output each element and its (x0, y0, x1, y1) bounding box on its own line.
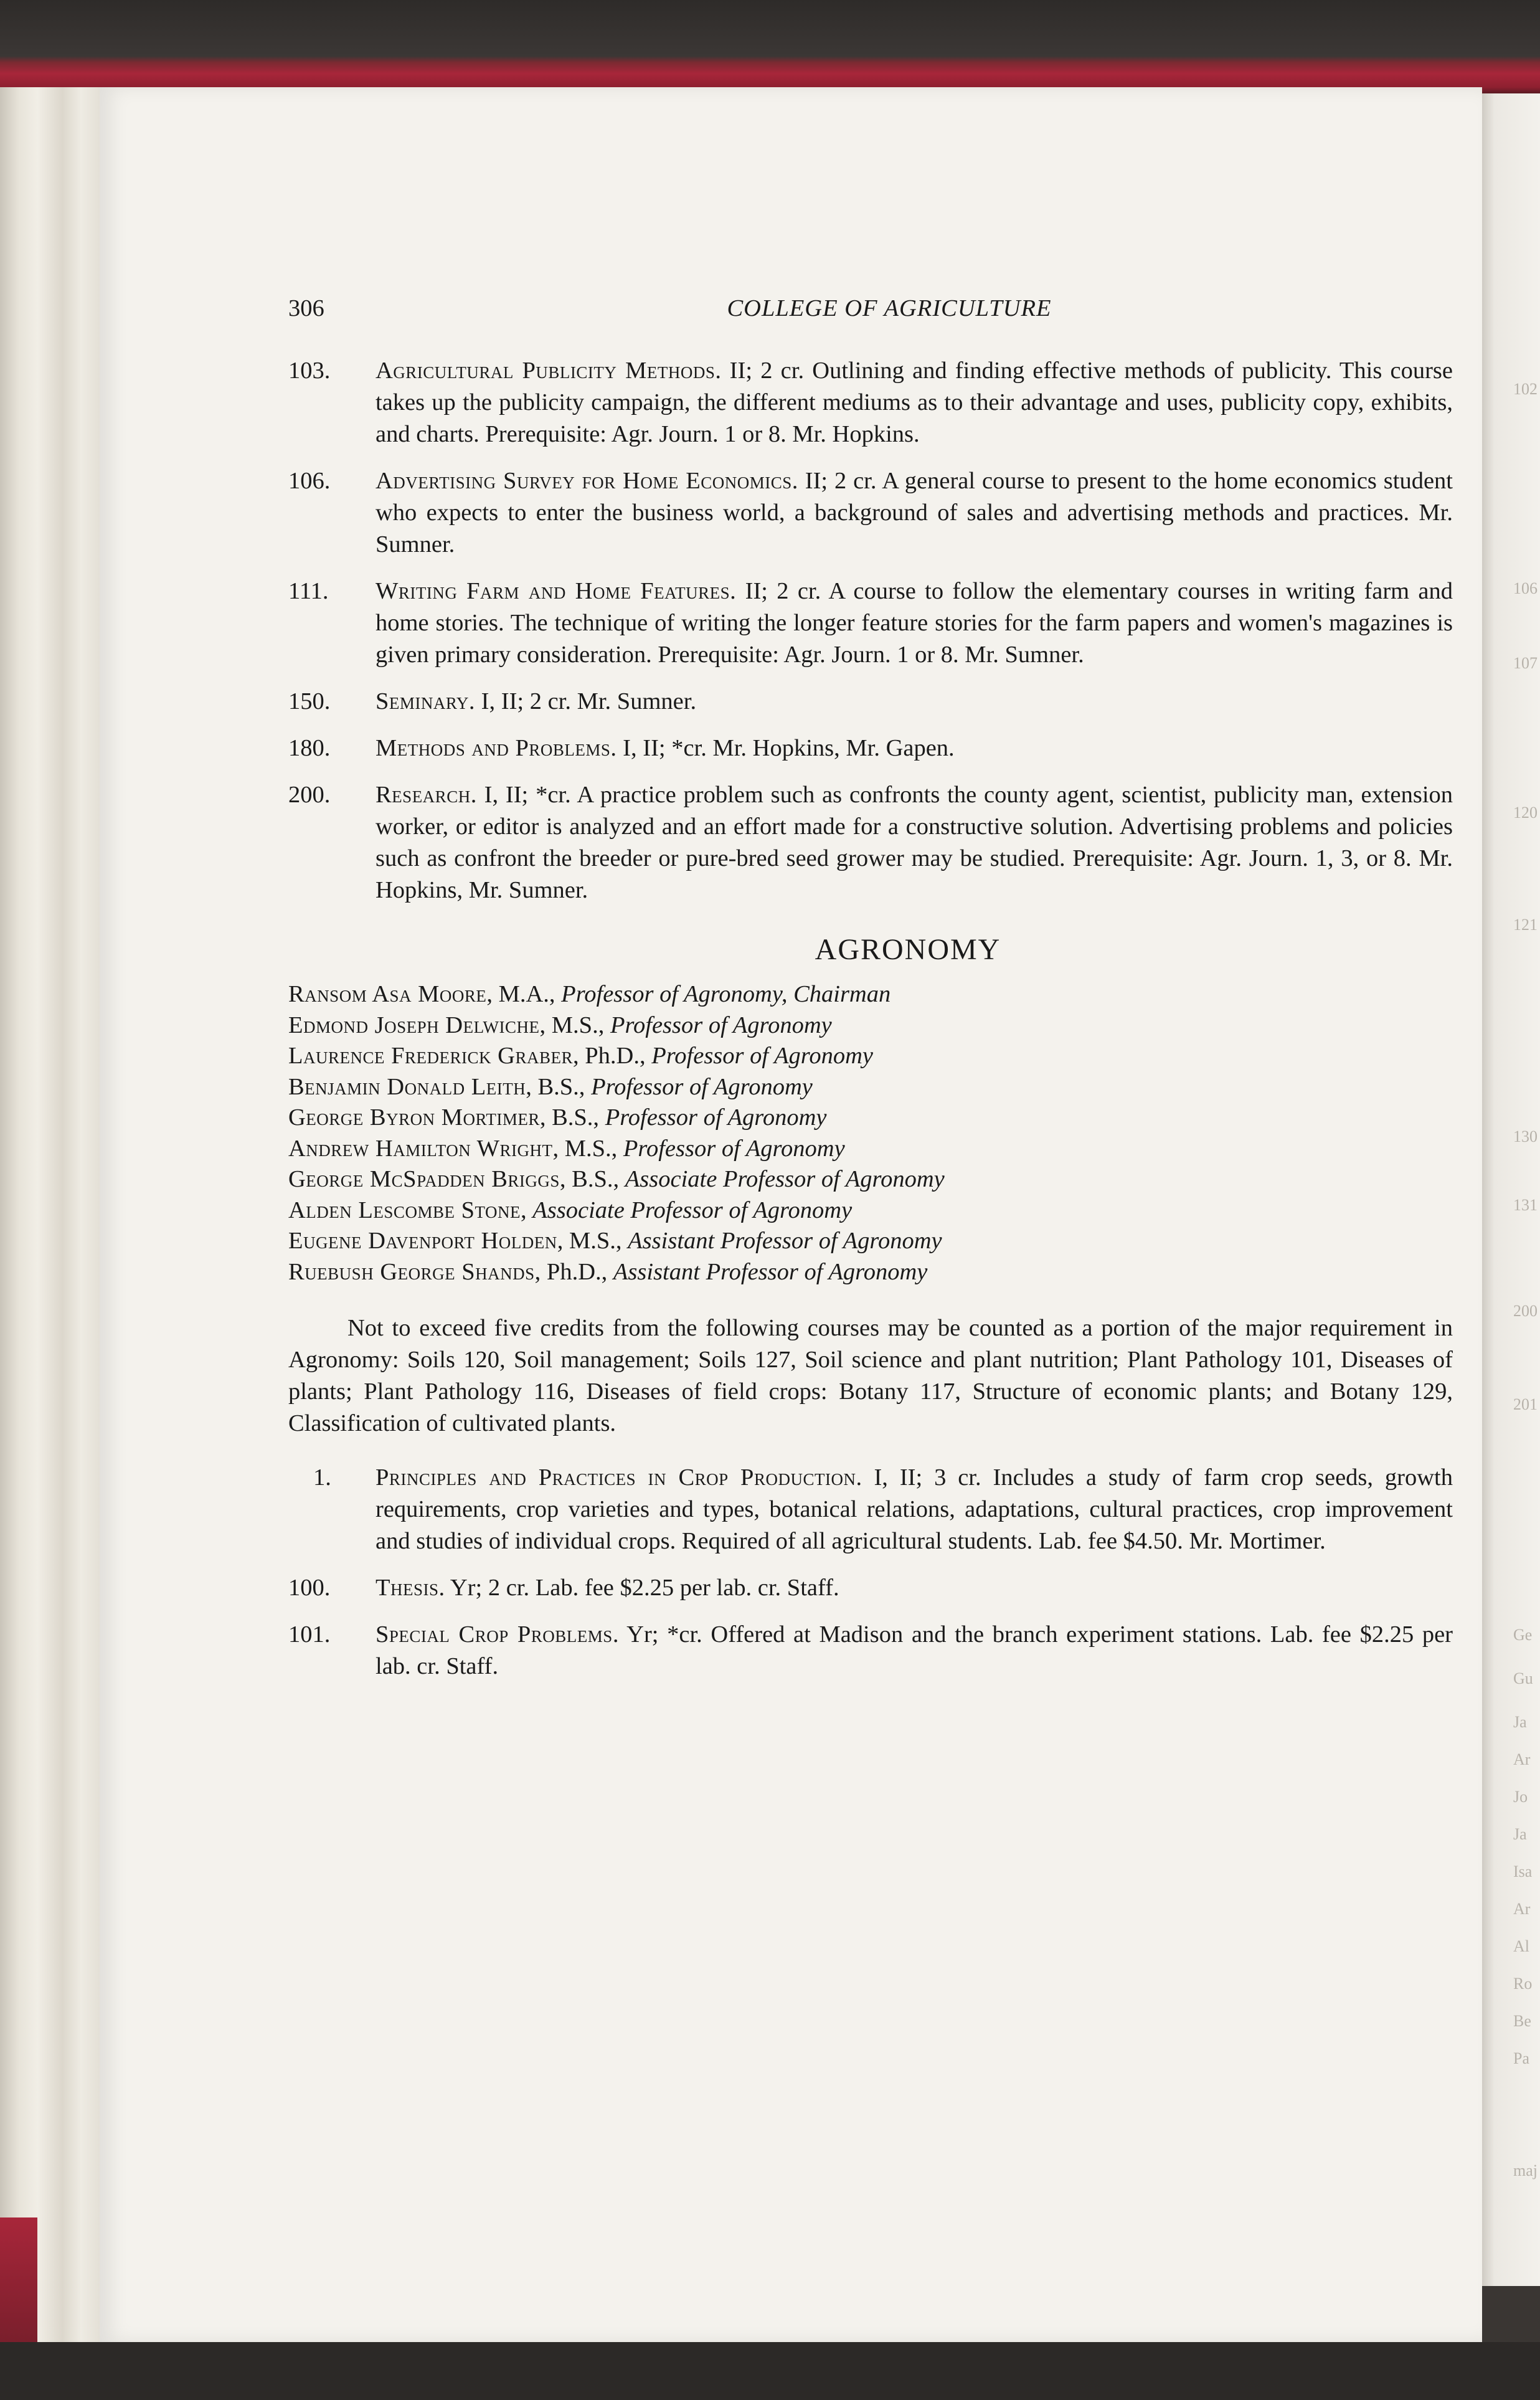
course-number: 111. (288, 578, 329, 604)
next-page-fragment: 200 (1513, 1302, 1538, 1320)
course-description: I, II; *cr. Mr. Hopkins, Mr. Gapen. (623, 735, 955, 761)
faculty-title: Associate Professor of Agronomy (625, 1166, 945, 1192)
section-title: AGRONOMY (815, 933, 1001, 966)
faculty-degree: , B.S., (526, 1073, 592, 1100)
course-title: Principles and Practices in Crop Production. (376, 1464, 862, 1491)
course-description: I, II; *cr. A practice problem such as confronts the county agent, scientist, publicity man, extension worker, or editor is analyzed and an effort made for a constructive solution. Advertising problems and policies such as confront the breeder or pure-bred seed grower may be studied. Prerequisite: Agr. Journ. 1, 3, or 8. Mr. Hopkins, Mr. Sumner. (376, 782, 1453, 903)
course-number: 101. (288, 1621, 331, 1648)
faculty-degree: , M.A., (486, 981, 562, 1007)
course-entry (288, 733, 1453, 764)
faculty-title: Assistant Professor of Agronomy (628, 1228, 942, 1254)
running-head: COLLEGE OF AGRICULTURE (727, 295, 1052, 321)
courses-journalism (288, 355, 1453, 906)
faculty-name: Eugene Davenport Holden (288, 1228, 557, 1254)
course-description: II; 2 cr. Outlining and finding effective methods of publicity. This course takes up the publicity campaign, the different mediums as to their advantage and uses, publicity copy, exhibits, and charts. Prerequisite: Agr. Journ. 1 or 8. Mr. Hopkins. (376, 358, 1453, 447)
major-requirement-paragraph: Not to exceed five credits from the following courses may be counted as a portion of the major requirement in Agronomy: Soils 120, Soil management; Soils 127, Soil science and plant nutrition; Plant Pathology 101, Diseases of plants; Plant Pathology 116, Diseases of field crops: Botany 117, Structure of economic plants; and Botany 129, Classification of cultivated plants. (288, 1315, 1453, 1436)
course-description: I, II; 2 cr. Mr. Sumner. (481, 688, 697, 714)
course-description: II; 2 cr. A course to follow the elementary courses in writing farm and home stories. The technique of writing the longer feature stories for the farm papers and women's magazines is given primary consideration. Prerequisite: Agr. Journ. 1 or 8. Mr. Sumner. (376, 578, 1453, 668)
page-number: 306 (288, 295, 324, 321)
course-title: Thesis. (376, 1575, 445, 1601)
faculty-member (288, 979, 1453, 1010)
faculty-degree: , B.S., (559, 1166, 625, 1192)
course-description: Yr; 2 cr. Lab. fee $2.25 per lab. cr. Staff. (450, 1575, 839, 1601)
next-page-edge (1482, 93, 1540, 2286)
course-number: 150. (288, 688, 331, 714)
course-entry (288, 576, 1453, 671)
next-page-fragment: Ge (1513, 1626, 1533, 1644)
next-page-fragment: Pa (1513, 2049, 1529, 2067)
faculty-title: Professor of Agronomy, Chairman (561, 981, 891, 1007)
faculty-member (288, 1072, 1453, 1103)
course-number: 180. (288, 735, 331, 761)
faculty-title: Professor of Agronomy (605, 1104, 827, 1131)
courses-agronomy (288, 1462, 1453, 1682)
faculty-member (288, 1195, 1453, 1226)
course-number: 103. (288, 358, 331, 384)
faculty-member (288, 1041, 1453, 1072)
next-page-fragment: Ja (1513, 1713, 1527, 1731)
faculty-name: Benjamin Donald Leith (288, 1073, 526, 1100)
faculty-member (288, 1103, 1453, 1134)
background-bottom (0, 2342, 1540, 2400)
faculty-name: Andrew Hamilton Wright (288, 1135, 553, 1162)
next-page-fragment: Isa (1513, 1862, 1533, 1881)
course-entry (288, 779, 1453, 906)
course-title: Research. (376, 782, 477, 808)
course-title: Writing Farm and Home Features. (376, 578, 737, 604)
next-page-fragment: 201 (1513, 1395, 1538, 1413)
next-page-fragment: Ro (1513, 1975, 1533, 1993)
faculty-degree: , B.S., (539, 1104, 605, 1131)
course-entry (288, 355, 1453, 450)
faculty-member (288, 1134, 1453, 1165)
course-title: Seminary. (376, 688, 476, 714)
book-cover-corner (0, 2217, 37, 2342)
faculty-name: Edmond Joseph Delwiche (288, 1012, 540, 1038)
course-description: II; 2 cr. A general course to present to the home economics student who expects to enter the business world, a background of sales and advertising methods and practices. Mr. Sumner. (376, 468, 1453, 557)
course-number: 100. (288, 1575, 331, 1601)
course-description: I, II; 3 cr. Includes a study of farm crop seeds, growth requirements, crop varieties and types, botanical relations, adaptations, cultural practices, crop improvement and studies of individual crops. Required of all agricultural students. Lab. fee $4.50. Mr. Mortimer. (376, 1464, 1453, 1554)
course-entry (288, 1619, 1453, 1682)
next-page-fragment: 131 (1513, 1196, 1538, 1214)
faculty-title: Professor of Agronomy (591, 1073, 813, 1100)
next-page-fragment: 130 (1513, 1127, 1538, 1145)
course-entry (288, 1572, 1453, 1604)
book-page-edges (0, 87, 100, 2342)
next-page-fragment: Be (1513, 2012, 1531, 2030)
faculty-degree: , M.S., (552, 1135, 623, 1162)
faculty-name: George McSpadden Briggs (288, 1166, 560, 1192)
faculty-degree: , (521, 1197, 533, 1223)
course-title: Advertising Survey for Home Economics. (376, 468, 798, 494)
next-page-fragment: 106 (1513, 579, 1538, 597)
next-page-fragment: 121 (1513, 916, 1538, 934)
faculty-name: Ruebush George Shands (288, 1258, 535, 1285)
faculty-degree: , Ph.D., (573, 1043, 652, 1069)
faculty-member (288, 1164, 1453, 1195)
course-number: 1. (313, 1464, 331, 1491)
faculty-degree: , M.S., (539, 1012, 610, 1038)
next-page-fragment: Ar (1513, 1900, 1531, 1918)
course-entry (288, 465, 1453, 561)
course-title: Agricultural Publicity Methods. (376, 358, 722, 384)
faculty-list (288, 979, 1453, 1288)
faculty-name: Alden Lescombe Stone (288, 1197, 521, 1223)
next-page-fragment: 107 (1513, 654, 1538, 672)
faculty-title: Assistant Professor of Agronomy (613, 1258, 928, 1285)
faculty-title: Professor of Agronomy (623, 1135, 845, 1162)
faculty-name: Laurence Frederick Graber (288, 1043, 573, 1069)
faculty-name: George Byron Mortimer (288, 1104, 540, 1131)
course-description: Yr; *cr. Offered at Madison and the branch experiment stations. Lab. fee $2.25 per lab. cr. Staff. (376, 1621, 1453, 1679)
course-title: Special Crop Problems. (376, 1621, 619, 1648)
faculty-title: Professor of Agronomy (610, 1012, 832, 1038)
next-page-fragment: Ar (1513, 1750, 1531, 1768)
book-page (100, 87, 1482, 2342)
faculty-name: Ransom Asa Moore (288, 981, 487, 1007)
faculty-degree: , M.S., (557, 1228, 628, 1254)
next-page-fragment: Gu (1513, 1669, 1533, 1687)
faculty-member (288, 1226, 1453, 1257)
faculty-member (288, 1257, 1453, 1288)
course-entry (288, 686, 1453, 718)
next-page-fragment: Jo (1513, 1788, 1528, 1806)
next-page-fragment: 120 (1513, 804, 1538, 822)
course-number: 200. (288, 782, 331, 808)
faculty-member (288, 1010, 1453, 1041)
course-title: Methods and Problems. (376, 735, 617, 761)
next-page-fragment: Ja (1513, 1825, 1527, 1843)
course-number: 106. (288, 468, 331, 494)
next-page-fragment: maj (1513, 2161, 1538, 2179)
next-page-fragment: 102 (1513, 380, 1538, 398)
faculty-degree: , Ph.D., (534, 1258, 613, 1285)
faculty-title: Associate Professor of Agronomy (532, 1197, 853, 1223)
faculty-title: Professor of Agronomy (651, 1043, 873, 1069)
course-entry (288, 1462, 1453, 1557)
page-header (288, 293, 1453, 330)
book-spine-top (0, 0, 1540, 93)
next-page-fragment: Al (1513, 1937, 1529, 1955)
page-content (288, 293, 1453, 1697)
